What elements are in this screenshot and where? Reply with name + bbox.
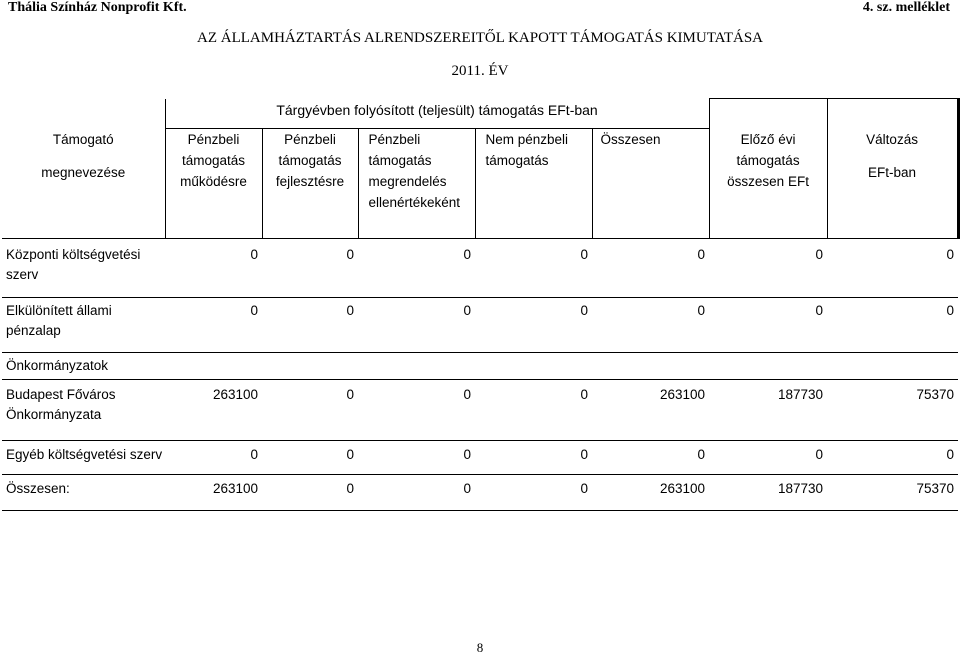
organization-name: Thália Színház Nonprofit Kft.: [8, 0, 187, 15]
cell-value: 0: [262, 441, 358, 475]
header-col-6: Előző évi támogatás összesen EFt: [709, 129, 827, 239]
cell-value: 0: [592, 239, 709, 298]
cell-value: 0: [165, 441, 262, 475]
cell-value: 0: [827, 298, 958, 353]
cell-value: 0: [592, 441, 709, 475]
cell-value: 0: [262, 475, 358, 511]
table-row: [2, 239, 958, 298]
cell-value: 0: [709, 441, 827, 475]
cell-value: 0: [165, 298, 262, 353]
table-row-total: [2, 475, 958, 511]
row-label: Összesen:: [2, 475, 165, 511]
row-label: Központi költségvetési szerv: [2, 239, 165, 298]
header-col-3: Pénzbeli támogatás megrendelés ellenértékeként: [358, 129, 475, 239]
cell-value: 0: [262, 239, 358, 298]
row-label: Egyéb költségvetési szerv: [2, 441, 165, 475]
cell-value: 75370: [827, 475, 958, 511]
cell-value: 0: [592, 298, 709, 353]
support-table: [2, 98, 960, 511]
table-row: [2, 380, 958, 441]
row-label: Budapest Főváros Önkormányzata: [2, 380, 165, 441]
cell-value: 0: [262, 298, 358, 353]
cell-value: 0: [475, 441, 592, 475]
attachment-label: 4. sz. melléklet: [862, 0, 950, 15]
cell-value: 0: [358, 380, 475, 441]
header-col-1: Pénzbeli támogatás működésre: [165, 129, 262, 239]
cell-value: 0: [475, 475, 592, 511]
cell-value: 0: [475, 239, 592, 298]
cell-value: 187730: [709, 475, 827, 511]
table-row: [2, 298, 958, 353]
header-col-2: Pénzbeli támogatás fejlesztésre: [262, 129, 358, 239]
cell-value: 0: [709, 239, 827, 298]
cell-value: 0: [358, 441, 475, 475]
cell-value: 0: [262, 380, 358, 441]
cell-value: 187730: [709, 380, 827, 441]
header-col-7: Változás EFt-ban: [827, 129, 958, 239]
cell-value: 0: [358, 239, 475, 298]
cell-value: 0: [165, 239, 262, 298]
document-year: 2011. ÉV: [451, 63, 509, 79]
cell-value: 263100: [165, 380, 262, 441]
cell-value: 263100: [165, 475, 262, 511]
header-col-4: Nem pénzbeli támogatás: [475, 129, 592, 239]
cell-value: 0: [358, 475, 475, 511]
cell-value: 0: [475, 298, 592, 353]
table-row: [2, 353, 958, 380]
cell-value: 75370: [827, 380, 958, 441]
document-title: AZ ÁLLAMHÁZTARTÁS ALRENDSZEREITŐL KAPOTT TÁMOGATÁS KIMUTATÁSA: [197, 30, 763, 46]
group-header: Tárgyévben folyósított (teljesült) támogatás EFt-ban: [165, 99, 709, 129]
cell-value: 0: [709, 298, 827, 353]
cell-value: 0: [827, 441, 958, 475]
row-label: Elkülönített állami pénzalap: [2, 298, 165, 353]
page-number: 8: [476, 640, 484, 655]
cell-value: 263100: [592, 475, 709, 511]
header-supporter: Támogató megnevezése: [2, 129, 165, 239]
cell-value: 0: [827, 239, 958, 298]
cell-value: 263100: [592, 380, 709, 441]
cell-value: 0: [358, 298, 475, 353]
header-col-5: Összesen: [592, 129, 709, 239]
table-row: [2, 441, 958, 475]
cell-value: 0: [475, 380, 592, 441]
row-label: Önkormányzatok: [2, 353, 165, 380]
